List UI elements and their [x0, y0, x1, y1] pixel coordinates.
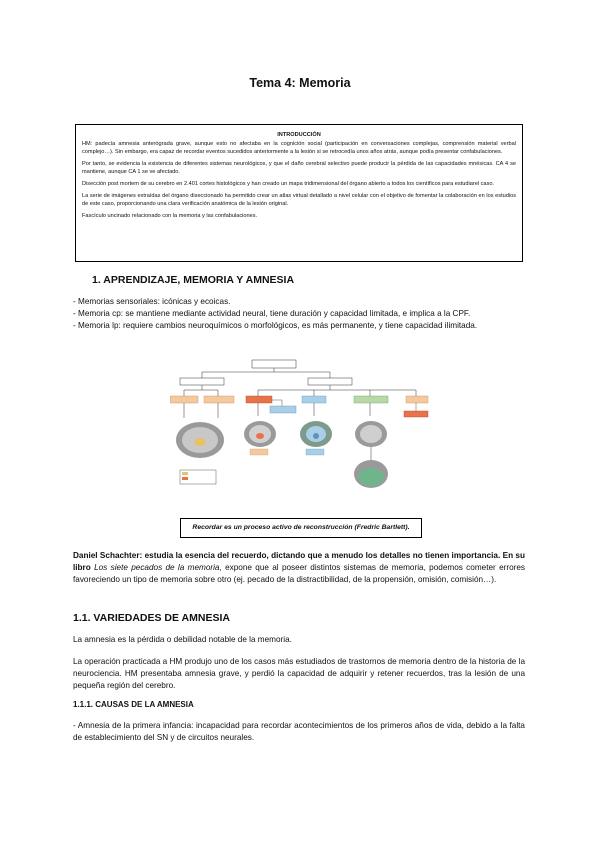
figure-blue-box: [302, 396, 326, 403]
section-heading-1-1: 1.1. VARIEDADES DE AMNESIA: [73, 612, 230, 624]
intro-paragraph: HM: padecía amnesia anterógrada grave, aunque esto no afectaba en la cognición social (participación en conversaciones complejas, comprensión material verbal complejo…). Sin embargo, era capaz de recordar eventos sucedidos anteriormente a la lesión si se retrocedía unos años atrás, aunque podía presentar confabulaciones.: [82, 141, 516, 155]
figure-label-box-3: [306, 449, 324, 455]
intro-paragraph: Disección post mortem de su cerebro en 2.401 cortes histológicos y han creado un mapa tridimensional del órgano abierto a todos los científicos para estudiarel caso.: [82, 181, 494, 187]
schachter-book-title: Los siete pecados de la memoria: [94, 563, 220, 572]
figure-orange-box-1: [170, 396, 198, 403]
hm-paragraph: La operación practicada a HM produjo uno de los casos más estudiados de trastornos de memoria dentro de la historia de la neurociencia. HM presentaba amnesia grave, y perdió la capacidad de adquirir y retener recuerdos, tras la lesión de una pequeña región del cerebro.: [73, 657, 525, 690]
intro-box: [75, 124, 523, 262]
figure-left-box: [180, 378, 224, 385]
figure-orange-box-3: [406, 396, 428, 403]
figure-red-box-2: [404, 411, 428, 417]
bullet-memoria-cp: - Memoria cp: se mantiene mediante actividad neural, tiene duración y capacidad limitada, e implica a la CPF.: [73, 309, 471, 318]
bullet-memoria-lp: - Memoria lp: requiere cambios neuroquímicos o morfológicos, es más permanente, y tiene capacidad ilimitada.: [73, 321, 478, 330]
schachter-paragraph: [73, 550, 525, 586]
amnesia-definition: La amnesia es la pérdida o debilidad notable de la memoria.: [73, 635, 292, 644]
primera-infancia-paragraph: - Amnesia de la primera infancia: incapacidad para recordar acontecimientos de los primeros años de vida, debido a la falta de establecimiento del SN y de circuitos neurales.: [73, 721, 525, 742]
schachter-lead: Daniel Schachter: estudia la esencia del recuerdo, dictando que a menudo los detalles no tienen importancia. En su libro: [73, 551, 525, 572]
figure-red-box-1: [246, 396, 272, 403]
section-heading-1-1-1: 1.1.1. CAUSAS DE LA AMNESIA: [73, 700, 194, 709]
section-heading-1: 1. APRENDIZAJE, MEMORIA Y AMNESIA: [92, 274, 295, 286]
figure-orange-box-2: [204, 396, 234, 403]
bullet-sensorial: - Memorias sensoriales: icónicas y ecoicas.: [73, 297, 231, 306]
figure-label-box-2: [250, 449, 268, 455]
figure-sub-box: [270, 406, 296, 413]
intro-paragraph: Por tanto, se evidencia la existencia de diferentes sistemas neurológicos, y que el daño cerebral selectivo puede producir la pérdida de las capacidades mnésicas. CA 4 se mantiene, aunque CA 1 se ve afectado.: [82, 161, 516, 175]
figure-top-box: [252, 360, 296, 368]
page-title: Tema 4: Memoria: [249, 76, 351, 90]
intro-paragraph: La serie de imágenes extraídas del órgano diseccionado ha permitido crear un atlas virtual detallado a nivel celular con el objetivo de fomentar la colaboración en los estudios de este caso, proporcionando una clara verificación anatómica de la lesión original.: [82, 193, 516, 207]
memory-systems-figure: [170, 356, 432, 516]
schachter-rest: , expone que al poseer distintos sistemas de memoria, podemos cometer errores favoreciendo un tipo de memoria sobre otro (ej. pecado de la distractibilidad, de la propensión, omisión, comisión…).: [73, 563, 526, 584]
intro-paragraph: Fascículo uncinado relacionado con la memoria y las confabulaciones.: [82, 213, 258, 219]
intro-heading: INTRODUCCIÓN: [277, 132, 321, 138]
figure-green-box: [354, 396, 388, 403]
figure-right-box: [308, 378, 352, 385]
figure-caption: Recordar es un proceso activo de reconstrucción (Fredric Bartlett).: [180, 518, 422, 538]
